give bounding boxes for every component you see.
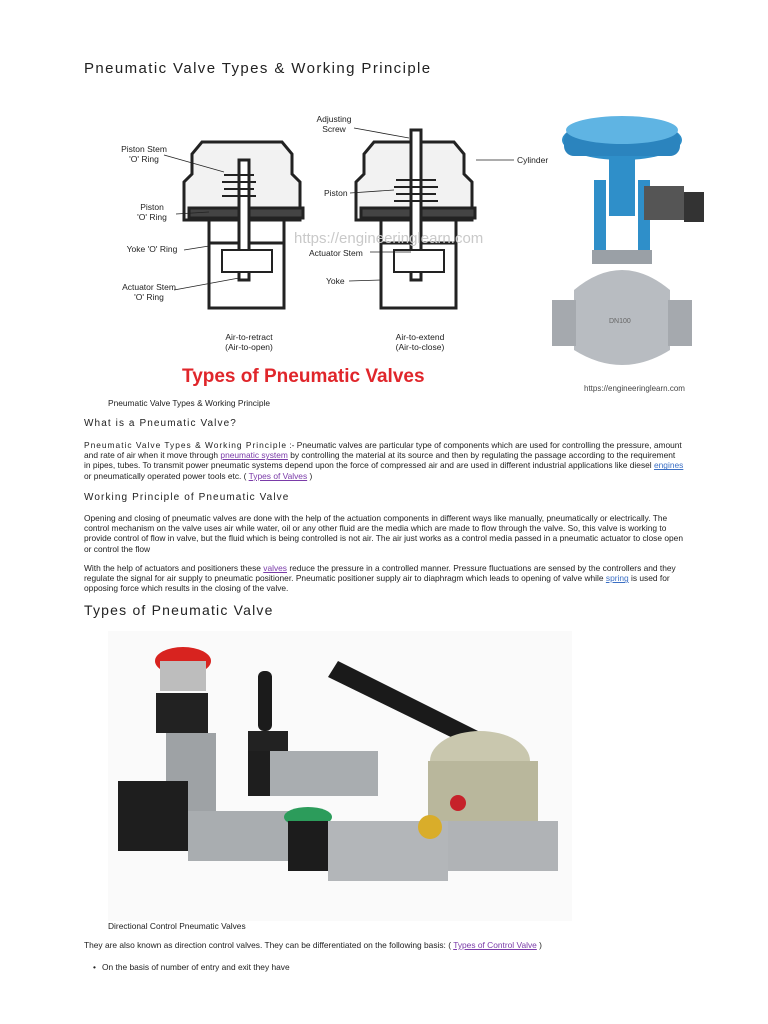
- link-types-of-control-valve[interactable]: Types of Control Valve: [453, 940, 537, 950]
- link-engines[interactable]: engines: [653, 460, 684, 471]
- label-cylinder: Cylinder: [517, 155, 549, 165]
- figure2-caption: Directional Control Pneumatic Valves: [108, 921, 246, 931]
- section2-text-a: With the help of actuators and positioners these: [84, 563, 264, 573]
- section1-text-a: :- Pneumatic valves are particular type of components which are used for controlling the pressure, amount and rate of air when it move through: [84, 440, 682, 461]
- bullet-item: • On the basis of number of entry and exit they have: [102, 962, 290, 972]
- svg-text:DN100: DN100: [609, 318, 631, 325]
- section1-lead: Pneumatic Valve Types & Working Principle: [84, 440, 287, 450]
- section3-text-b: ): [536, 940, 542, 950]
- section1-text-c: or pneumatically operated power tools etc. (: [84, 470, 249, 481]
- link-pneumatic-system[interactable]: pneumatic system: [220, 450, 288, 461]
- link-valves[interactable]: valves: [263, 563, 287, 573]
- label-piston-o-ring: Piston 'O' Ring: [137, 202, 167, 222]
- figure1-caption: Pneumatic Valve Types & Working Principle: [108, 398, 270, 408]
- diagram-source: https://engineeringlearn.com: [584, 384, 685, 393]
- diagram-watermark: https://engineeringlearn.com: [294, 230, 484, 247]
- label-yoke-o-ring: Yoke 'O' Ring: [126, 244, 178, 254]
- page-title: Pneumatic Valve Types & Working Principle: [84, 60, 432, 77]
- label-piston: Piston: [324, 188, 348, 198]
- link-types-of-valves[interactable]: Types of Valves: [248, 470, 308, 481]
- section1-paragraph: [84, 440, 684, 481]
- label-air-to-retract: Air-to-retract (Air-to-open): [225, 332, 273, 352]
- section2-text-b: reduce the pressure in a controlled manner. Pressure fluctuations are sensed by the controllers and they regulate the signal for air supply to pneumatic positioner. Pneumatic positioner supply air to diaphragm which leads to opening of valve while: [84, 563, 676, 584]
- section1-text-d: ): [307, 470, 313, 481]
- section3-heading: Types of Pneumatic Valve: [84, 602, 274, 618]
- label-piston-stem: Piston Stem 'O' Ring: [121, 144, 167, 164]
- label-air-to-extend: Air-to-extend (Air-to-close): [395, 332, 445, 352]
- section1-text-b: by controlling the material at its source and then by regulating the passage according to the requirement in pipes, tubes. To transmit power pneumatic systems depend upon the force of compressed air and are used in different industrial applications like diesel: [84, 450, 676, 471]
- label-actuator-stem-o-ring: Actuator Stem 'O' Ring: [122, 282, 176, 302]
- link-spring[interactable]: spring: [605, 573, 629, 584]
- label-yoke: Yoke: [326, 276, 345, 286]
- section2-paragraph2: [84, 563, 684, 594]
- section2-text-c: is used for opposing force which results in the closing of the valve.: [84, 573, 670, 594]
- pneumatic-valve-diagram: [104, 100, 720, 400]
- diagram-banner: Types of Pneumatic Valves: [182, 366, 425, 387]
- section2-heading: Working Principle of Pneumatic Valve: [84, 492, 290, 503]
- section1-heading: What is a Pneumatic Valve?: [84, 418, 237, 429]
- label-actuator-stem: Actuator Stem: [309, 248, 363, 258]
- directional-valves-photo: [108, 631, 572, 921]
- section3-paragraph: [84, 940, 684, 950]
- section3-text-a: They are also known as direction control valves. They can be differentiated on the following basis: (: [84, 940, 454, 950]
- section2-paragraph1: Opening and closing of pneumatic valves are done with the help of the actuation components in different ways like manually, pneumatically or electrically. The control mechanism on the valve uses air while water, oil or any other fluid are the media which are made to flow through the valve. So, this valve is working to provide control of flow in valve, but the fluid which is being controlled is not air. The air just works as a control media passed in a pneumatic actuator to close open or control the flow: [84, 513, 683, 554]
- label-adjusting-screw: Adjusting Screw: [316, 114, 352, 134]
